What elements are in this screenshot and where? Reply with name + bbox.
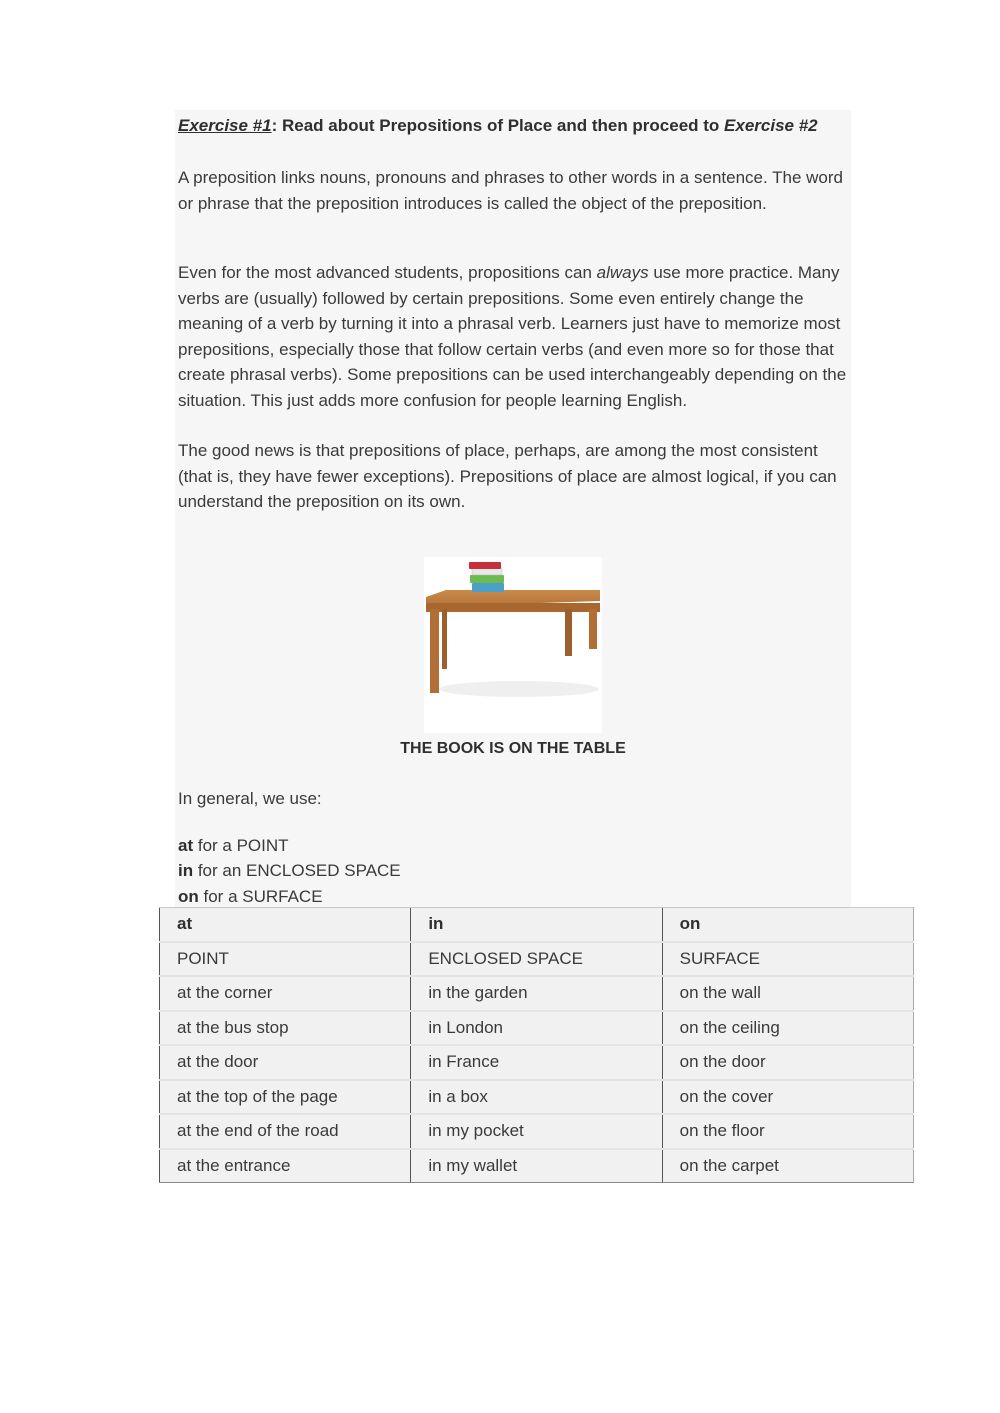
- table-row: [160, 1114, 914, 1149]
- book-on-table-image: [424, 557, 602, 733]
- table-row: [160, 1045, 914, 1080]
- table-cell: on the ceiling: [662, 1011, 913, 1046]
- use-item-on: on for a SURFACE: [178, 886, 323, 906]
- table-cell: at the door: [160, 1045, 411, 1080]
- table-cell: at the corner: [160, 976, 411, 1011]
- table-row: [160, 942, 914, 977]
- use-item-at: at for a POINT: [178, 836, 289, 855]
- exercise-2-label: Exercise #2: [724, 116, 818, 135]
- table-cell: on the carpet: [662, 1149, 913, 1183]
- table-row: [160, 1149, 914, 1183]
- table-cell: on the floor: [662, 1114, 913, 1149]
- header-cell: on: [662, 908, 913, 942]
- paragraph-definition: A preposition links nouns, pronouns and phrases to other words in a sentence. The word or phrase that the preposition introduces is called the object of the preposition.: [178, 168, 843, 213]
- table-cell: at the entrance: [160, 1149, 411, 1183]
- prepositions-table: [159, 907, 914, 1183]
- table-cell: in France: [411, 1045, 662, 1080]
- table-cell: on the wall: [662, 976, 913, 1011]
- table-cell: in my wallet: [411, 1149, 662, 1183]
- table-row: [160, 976, 914, 1011]
- paragraph-good-news: The good news is that prepositions of place, perhaps, are among the most consistent (that is, they have fewer exceptions). Prepositions of place are almost logical, if you can understand the preposition on its own.: [178, 441, 837, 511]
- table-cell: in my pocket: [411, 1114, 662, 1149]
- book-stack-icon: [469, 562, 504, 592]
- header-cell: at: [160, 908, 411, 942]
- paragraph-practice: [178, 260, 850, 413]
- table-row: [160, 1080, 914, 1115]
- table-cell: at the bus stop: [160, 1011, 411, 1046]
- table-row: [160, 1011, 914, 1046]
- table-cell: POINT: [160, 942, 411, 977]
- table-cell: in a box: [411, 1080, 662, 1115]
- exercise-title-text: : Read about Prepositions of Place and then proceed to: [271, 116, 725, 135]
- table-cell: at the end of the road: [160, 1114, 411, 1149]
- table-header-row: [160, 908, 914, 942]
- table-cell: in the garden: [411, 976, 662, 1011]
- preposition-uses-list: [178, 833, 401, 909]
- table-cell: at the top of the page: [160, 1080, 411, 1115]
- paragraph-practice-end: use more practice. Many verbs are (usually) followed by certain prepositions. Some even entirely change the meaning of a verb by turning it into a phrasal verb. Learners just have to memorize most prepositions, especially those that follow certain verbs (and even more so for those that create phrasal verbs). Some prepositions can be used interchangeably depending on the situation. This just adds more confusion for people learning English.: [178, 263, 847, 410]
- emphasis-always: always: [596, 263, 649, 282]
- figure-caption: THE BOOK IS ON THE TABLE: [400, 740, 626, 757]
- paragraph-practice-start: Even for the most advanced students, propositions can: [178, 263, 597, 282]
- table-cell: ENCLOSED SPACE: [411, 942, 662, 977]
- table-with-books-illustration: [424, 557, 602, 733]
- exercise-title: [178, 113, 850, 139]
- table-cell: in London: [411, 1011, 662, 1046]
- header-cell: in: [411, 908, 662, 942]
- table-cell: on the cover: [662, 1080, 913, 1115]
- general-intro: In general, we use:: [178, 789, 322, 808]
- use-item-in: in for an ENCLOSED SPACE: [178, 861, 401, 881]
- table-cell: SURFACE: [662, 942, 913, 977]
- exercise-1-label: Exercise #1: [178, 116, 272, 135]
- table-cell: on the door: [662, 1045, 913, 1080]
